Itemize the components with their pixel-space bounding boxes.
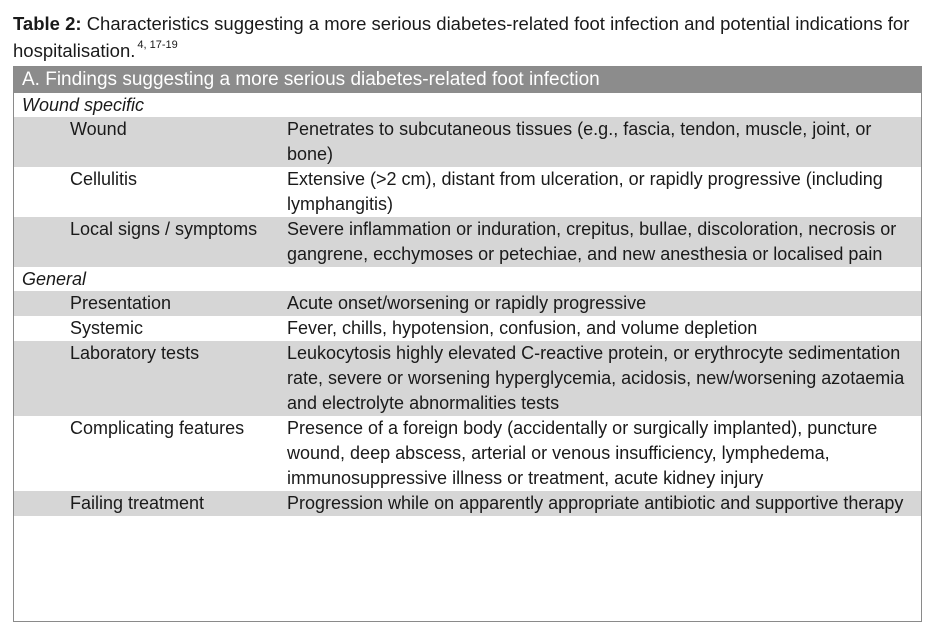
section-title-general: General bbox=[14, 267, 921, 291]
row-description: Acute onset/worsening or rapidly progressive bbox=[287, 293, 647, 313]
caption-text: Characteristics suggesting a more serious diabetes-related foot infection and potential indications for hospitalisation. bbox=[13, 13, 910, 61]
row-description: Severe inflammation or induration, crepitus, bullae, discoloration, necrosis or gangrene, ecchymoses or petechiae, and new anesthesia or localised pain bbox=[287, 219, 897, 264]
row-label: Local signs / symptoms bbox=[70, 219, 258, 239]
table-caption bbox=[13, 10, 918, 64]
caption-references: 4, 17-19 bbox=[137, 38, 178, 51]
table-header: A. Findings suggesting a more serious diabetes-related foot infection bbox=[14, 67, 921, 93]
row-label: Cellulitis bbox=[70, 169, 138, 189]
table-row bbox=[14, 291, 921, 316]
row-label: Presentation bbox=[70, 293, 172, 313]
table-row bbox=[14, 316, 921, 341]
row-label: Laboratory tests bbox=[70, 343, 200, 363]
findings-table bbox=[13, 66, 922, 622]
table-bottom-spacer bbox=[14, 516, 921, 540]
row-label: Wound bbox=[70, 119, 127, 139]
table-row bbox=[14, 117, 921, 167]
row-label: Systemic bbox=[70, 318, 144, 338]
table-row bbox=[14, 341, 921, 416]
row-description: Extensive (>2 cm), distant from ulceration, or rapidly progressive (including lymphangitis) bbox=[287, 169, 883, 214]
section-title-wound-specific: Wound specific bbox=[14, 93, 921, 117]
table-row bbox=[14, 217, 921, 267]
caption-label: Table 2: bbox=[13, 13, 82, 34]
row-label: Failing treatment bbox=[70, 493, 205, 513]
row-description: Presence of a foreign body (accidentally or surgically implanted), puncture wound, deep abscess, arterial or venous insufficiency, lymphedema, immunosuppressive illness or treatment, acute kidney injury bbox=[287, 418, 878, 488]
row-description: Penetrates to subcutaneous tissues (e.g., fascia, tendon, muscle, joint, or bone) bbox=[287, 119, 872, 164]
row-description: Fever, chills, hypotension, confusion, and volume depletion bbox=[287, 318, 758, 338]
table-row bbox=[14, 491, 921, 516]
table-row bbox=[14, 167, 921, 217]
table-row bbox=[14, 416, 921, 491]
row-description: Progression while on apparently appropriate antibiotic and supportive therapy bbox=[287, 493, 904, 513]
row-description: Leukocytosis highly elevated C-reactive protein, or erythrocyte sedimentation rate, severe or worsening hyperglycemia, acidosis, new/worsening azotaemia and electrolyte abnormalities tests bbox=[287, 343, 905, 413]
row-label: Complicating features bbox=[70, 418, 245, 438]
